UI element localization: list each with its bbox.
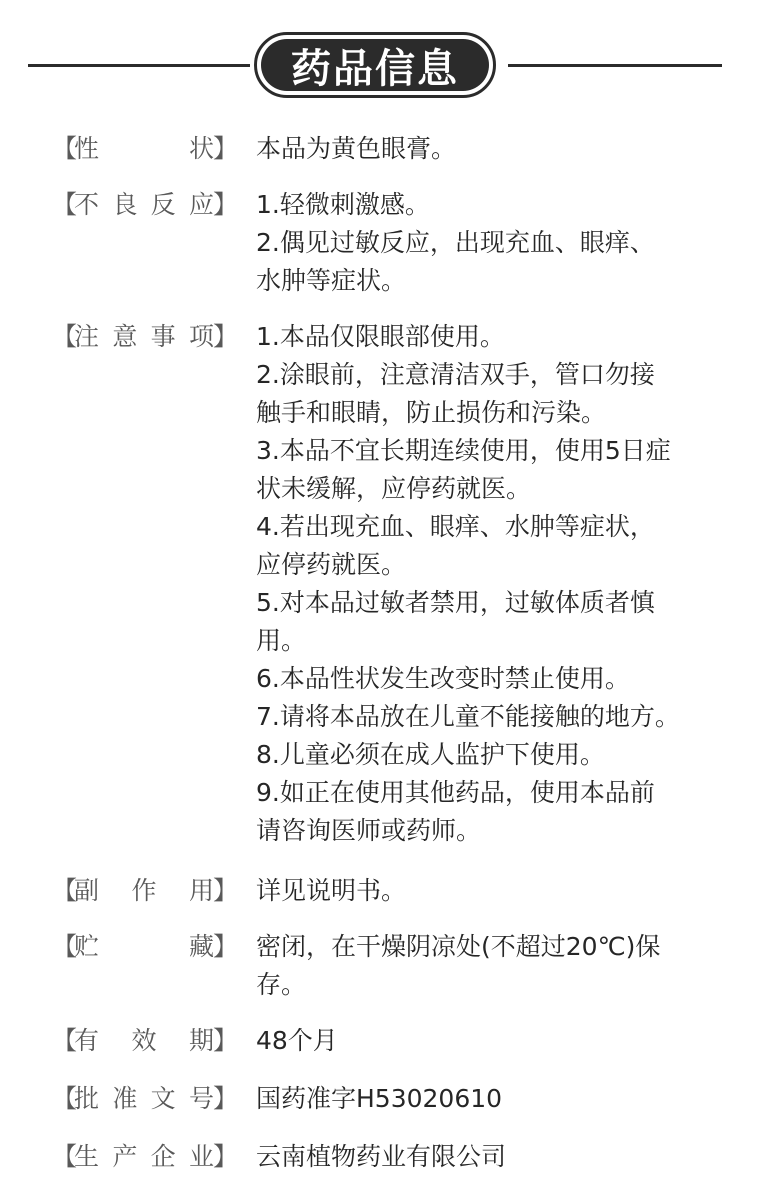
label-char: 期 (188, 1026, 214, 1055)
label-char: 生 (74, 1142, 100, 1171)
label-bracket-right: 】 (212, 932, 238, 961)
label-char: 批 (74, 1084, 100, 1113)
label-char: 注 (74, 322, 100, 351)
field-label (52, 928, 238, 966)
value-line: 9.如正在使用其他药品，使用本品前 (256, 778, 655, 807)
label-char: 事 (150, 322, 176, 351)
label-char: 不 (74, 190, 100, 219)
field-value (256, 318, 700, 850)
value-line: 4.若出现充血、眼痒、水肿等症状， (256, 512, 655, 541)
label-char: 业 (188, 1142, 214, 1171)
value-line: 3.本品不宜长期连续使用，使用5日症 (256, 436, 671, 465)
label-bracket-left: 【 (52, 1142, 78, 1171)
label-bracket-right: 】 (212, 876, 238, 905)
value-line: 应停药就医。 (256, 550, 407, 579)
value-line: 1.本品仅限眼部使用。 (256, 322, 505, 351)
label-char: 准 (112, 1084, 138, 1113)
value-line: 详见说明书。 (256, 876, 407, 905)
label-text (74, 318, 214, 356)
field-label (52, 186, 238, 224)
field-label (52, 872, 238, 910)
field-value (256, 1080, 700, 1118)
label-bracket-right: 】 (212, 322, 238, 351)
label-char: 企 (150, 1142, 176, 1171)
field-label (52, 1080, 238, 1118)
label-char: 有 (74, 1026, 100, 1055)
label-text (74, 1080, 214, 1118)
label-bracket-left: 【 (52, 134, 78, 163)
label-char: 贮 (74, 932, 100, 961)
value-line: 1.轻微刺激感。 (256, 190, 430, 219)
field-value (256, 1138, 700, 1176)
label-char: 副 (74, 876, 100, 905)
value-line: 48个月 (256, 1026, 338, 1055)
value-line: 状未缓解，应停药就医。 (256, 474, 532, 503)
label-bracket-left: 【 (52, 876, 78, 905)
value-line: 2.涂眼前，注意清洁双手，管口勿接 (256, 360, 655, 389)
info-row-zhuyi (0, 318, 760, 850)
info-row-xingzhuang (0, 130, 760, 168)
value-line: 用。 (256, 626, 307, 655)
label-char: 效 (131, 1026, 157, 1055)
label-char: 状 (188, 134, 214, 163)
value-line: 2.偶见过敏反应，出现充血、眼痒、 (256, 228, 655, 257)
field-value (256, 872, 700, 910)
label-text (74, 1138, 214, 1176)
label-char: 用 (188, 876, 214, 905)
label-char: 反 (150, 190, 176, 219)
field-value (256, 928, 700, 1004)
label-bracket-right: 】 (212, 134, 238, 163)
field-label (52, 1022, 238, 1060)
page-title: 药品信息 (261, 39, 489, 91)
info-row-fuzuoyong (0, 872, 760, 910)
field-label (52, 318, 238, 356)
value-line: 5.对本品过敏者禁用，过敏体质者慎 (256, 588, 655, 617)
value-line: 存。 (256, 970, 307, 999)
label-text (74, 1022, 214, 1060)
field-label (52, 130, 238, 168)
info-row-buliang (0, 186, 760, 300)
value-line: 6.本品性状发生改变时禁止使用。 (256, 664, 630, 693)
label-bracket-right: 】 (212, 1026, 238, 1055)
value-line: 8.儿童必须在成人监护下使用。 (256, 740, 605, 769)
field-value (256, 130, 700, 168)
label-text (74, 872, 214, 910)
value-line: 国药准字H53020610 (256, 1084, 503, 1113)
label-char: 意 (112, 322, 138, 351)
info-row-pizhun (0, 1080, 760, 1118)
label-text (74, 928, 214, 966)
label-text (74, 186, 214, 224)
header (0, 0, 760, 110)
label-bracket-left: 【 (52, 932, 78, 961)
value-line: 本品为黄色眼膏。 (256, 134, 457, 163)
label-bracket-right: 】 (212, 1084, 238, 1113)
value-line: 请咨询医师或药师。 (256, 816, 482, 845)
info-row-youxiaoqi (0, 1022, 760, 1060)
info-row-zhucang (0, 928, 760, 1004)
label-bracket-right: 】 (212, 1142, 238, 1171)
value-line: 触手和眼睛，防止损伤和污染。 (256, 398, 607, 427)
label-text (74, 130, 214, 168)
label-char: 性 (74, 134, 100, 163)
label-bracket-left: 【 (52, 190, 78, 219)
header-rule-right (508, 64, 722, 67)
header-rule-left (28, 64, 250, 67)
label-char: 应 (188, 190, 214, 219)
label-bracket-right: 】 (212, 190, 238, 219)
label-bracket-left: 【 (52, 1084, 78, 1113)
value-line: 云南植物药业有限公司 (256, 1142, 507, 1171)
label-char: 藏 (188, 932, 214, 961)
info-row-shengchan (0, 1138, 760, 1176)
label-char: 产 (112, 1142, 138, 1171)
title-badge (254, 32, 496, 98)
label-bracket-left: 【 (52, 1026, 78, 1055)
value-line: 水肿等症状。 (256, 266, 407, 295)
field-value (256, 1022, 700, 1060)
label-char: 项 (188, 322, 214, 351)
field-value (256, 186, 700, 300)
label-char: 良 (112, 190, 138, 219)
label-char: 文 (150, 1084, 176, 1113)
field-label (52, 1138, 238, 1176)
label-char: 号 (188, 1084, 214, 1113)
label-char: 作 (131, 876, 157, 905)
value-line: 7.请将本品放在儿童不能接触的地方。 (256, 702, 680, 731)
value-line: 密闭，在干燥阴凉处(不超过20℃)保 (256, 932, 661, 961)
label-bracket-left: 【 (52, 322, 78, 351)
